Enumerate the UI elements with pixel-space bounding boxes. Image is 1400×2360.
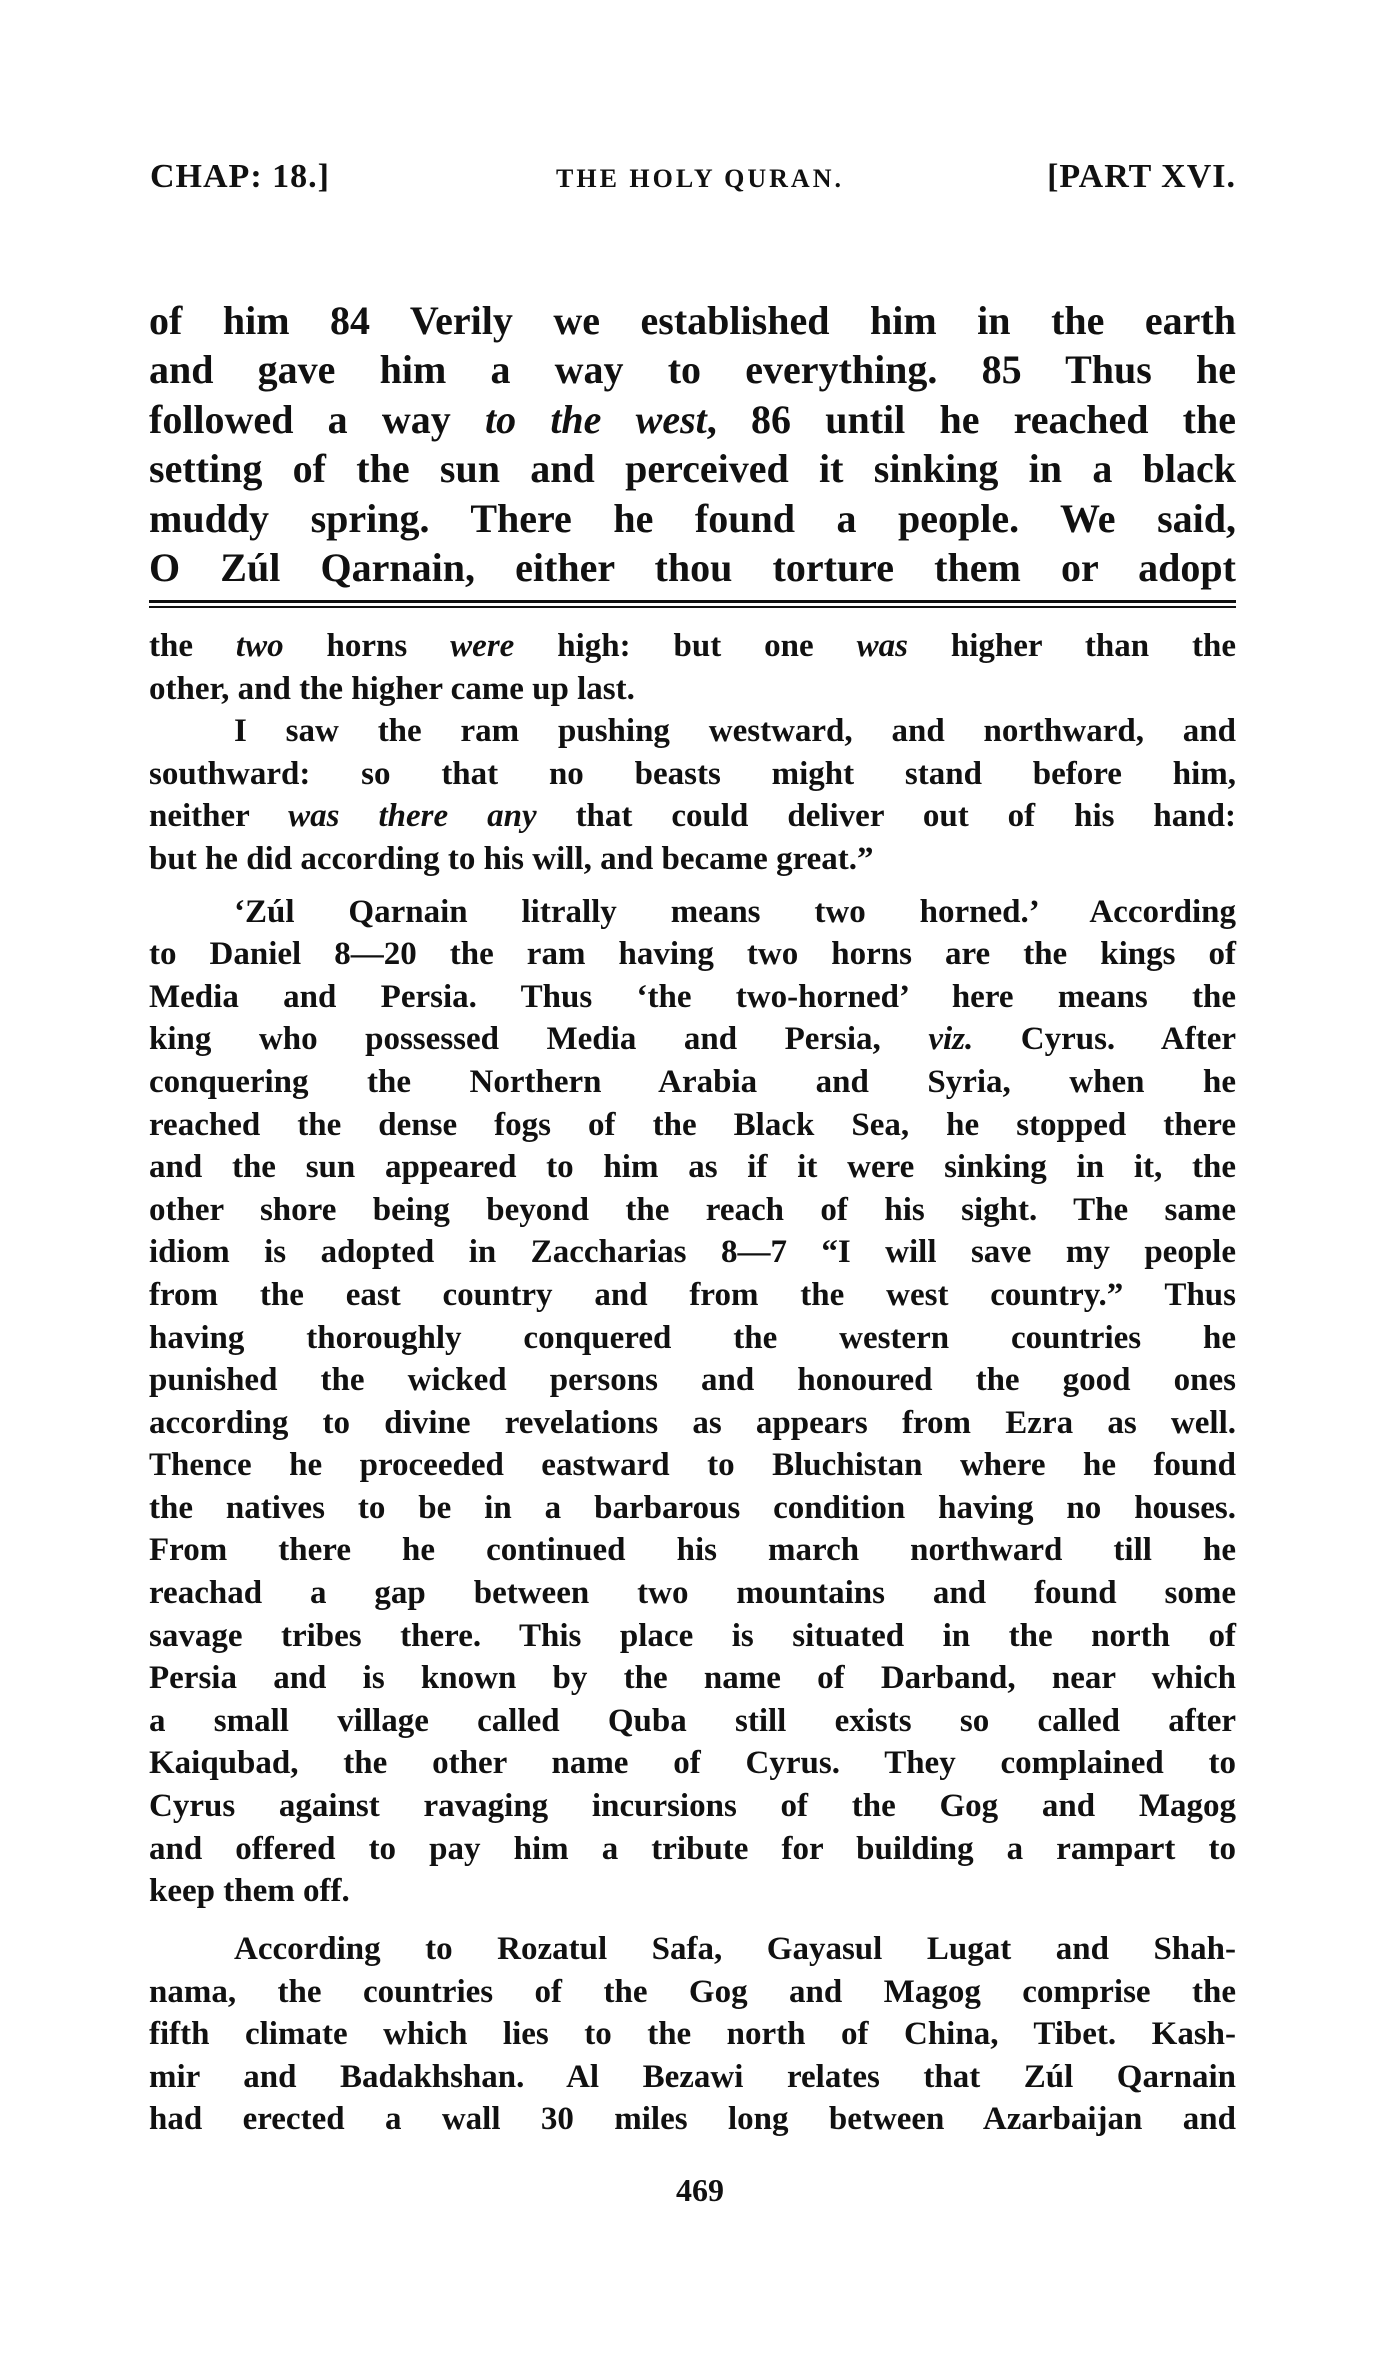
text-line (149, 1359, 1236, 1402)
page-number: 469 (676, 2172, 724, 2208)
text-segment: O Zúl Qarnain, either thou torture them or adopt (149, 545, 1236, 591)
text-segment: southward: so that no beasts might stand before him, (149, 755, 1236, 792)
text-line (149, 1870, 1236, 1913)
text-segment: to Daniel 8—20 the ram having two horns are the kings of (149, 936, 1236, 973)
text-segment: According to Rozatul Safa, Gayasul Lugat and Shah- (234, 1931, 1236, 1967)
text-segment: and offered to pay him a tribute for building a rampart to (149, 1830, 1236, 1867)
text-segment: conquering the Northern Arabia and Syria, when he (149, 1063, 1236, 1100)
text-line (149, 1700, 1236, 1743)
text-segment: Cyrus against ravaging incursions of the Gog and Magog (149, 1788, 1236, 1825)
text-segment: of him 84 Verily we established him in the earth (149, 298, 1236, 343)
text-line (149, 1828, 1236, 1871)
text-segment: I saw the ram pushing westward, and northward, and (234, 713, 1236, 750)
text-line (149, 1018, 1236, 1061)
text-segment: From there he continued his march northward till he (149, 1532, 1236, 1569)
text-segment: a small village called Quba still exists so called after (149, 1702, 1236, 1739)
text-segment: king who possessed Media and Persia, (149, 1021, 929, 1058)
running-head-part: [PART XVI. (1047, 158, 1236, 195)
text-line (149, 1444, 1236, 1487)
text-segment: nama, the countries of the Gog and Magog comprise the (149, 1973, 1236, 2010)
divider-rule (149, 600, 1236, 603)
italic-segment: two (235, 628, 284, 664)
text-line (149, 753, 1236, 796)
text-segment: Cyrus. After (973, 1021, 1236, 1058)
text-segment: Kaiqubad, the other name of Cyrus. They complained to (149, 1745, 1236, 1782)
text-segment: higher than the (907, 628, 1236, 664)
text-segment: and the sun appeared to him as if it were sinking in it, the (149, 1149, 1236, 1186)
text-segment: savage tribes there. This place is situated in the north of (149, 1617, 1236, 1654)
italic-segment: were (450, 628, 515, 664)
text-segment: punished the wicked persons and honoured the good ones (149, 1362, 1236, 1399)
text-line (149, 838, 1236, 881)
running-head-title: THE HOLY QURAN. (556, 164, 844, 193)
text-line (149, 795, 1236, 838)
text-segment: mir and Badakhshan. Al Bezawi relates that Zúl Qarnain (149, 2058, 1236, 2095)
text-line (149, 1104, 1236, 1147)
footnote-text-continued (149, 1928, 1236, 2141)
text-line (149, 1317, 1236, 1360)
text-line (149, 2098, 1236, 2141)
text-line (149, 1529, 1236, 1572)
text-line (149, 1615, 1236, 1658)
text-line (149, 1657, 1236, 1700)
italic-segment: viz. (928, 1021, 974, 1058)
running-head-chapter: CHAP: 18.] (150, 158, 330, 195)
text-segment: the natives to be in a barbarous condition having no houses. (149, 1489, 1236, 1526)
italic-segment: was there any (288, 798, 537, 835)
text-line (149, 668, 1236, 711)
text-line (149, 2013, 1236, 2056)
text-segment: ‘Zúl Qarnain litrally means two horned.’ According (234, 893, 1236, 930)
text-line (149, 933, 1236, 976)
italic-segment: was (856, 628, 908, 664)
text-line (149, 710, 1236, 753)
text-line (149, 1274, 1236, 1317)
text-segment: but he did according to his will, and became great.” (149, 840, 874, 877)
text-segment: neither (149, 798, 289, 835)
text-segment: the (149, 628, 236, 664)
text-segment: Persia and is known by the name of Darband, near which (149, 1660, 1236, 1697)
text-segment: reachad a gap between two mountains and found some (149, 1575, 1236, 1612)
text-line (149, 1146, 1236, 1189)
text-segment: had erected a wall 30 miles long between Azarbaijan and (149, 2101, 1236, 2138)
text-segment: fifth climate which lies to the north of China, Tibet. Kash- (149, 2016, 1236, 2053)
text-line (149, 891, 1236, 934)
text-line (149, 1785, 1236, 1828)
text-segment: and gave him a way to everything. 85 Thus he (149, 347, 1236, 393)
text-line (149, 296, 1236, 345)
text-segment: other shore being beyond the reach of his sight. The same (149, 1191, 1236, 1228)
text-segment: that could deliver out of his hand: (536, 798, 1236, 835)
text-line (149, 1061, 1236, 1104)
text-line (149, 1402, 1236, 1445)
text-line (149, 625, 1236, 668)
text-segment: having thoroughly conquered the western countries he (149, 1319, 1236, 1356)
text-line (149, 1572, 1236, 1615)
text-segment: Thence he proceeded eastward to Bluchistan where he found (149, 1447, 1236, 1484)
text-line (149, 1189, 1236, 1232)
text-segment: setting of the sun and perceived it sinking in a black (149, 446, 1236, 492)
text-line (149, 395, 1236, 444)
text-segment: reached the dense fogs of the Black Sea, he stopped there (149, 1106, 1236, 1143)
text-segment: high: but one (514, 628, 857, 664)
text-line (149, 345, 1236, 394)
text-segment: followed a way (149, 396, 485, 442)
text-line (149, 2056, 1236, 2099)
italic-segment: to the west (484, 396, 707, 442)
text-segment: keep them off. (149, 1873, 350, 1910)
footnote-text (149, 625, 1236, 1913)
text-segment: muddy spring. There he found a people. We said, (149, 495, 1236, 541)
text-segment: according to divine revelations as appears from Ezra as well. (149, 1404, 1236, 1441)
text-line (149, 543, 1236, 592)
text-line (149, 1971, 1236, 2014)
text-segment: other, and the higher came up last. (149, 670, 635, 707)
text-line (149, 494, 1236, 543)
text-segment: from the east country and from the west country.” Thus (149, 1276, 1236, 1313)
text-segment: idiom is adopted in Zaccharias 8—7 “I will save my people (149, 1234, 1236, 1271)
text-line (149, 1231, 1236, 1274)
text-line (149, 1742, 1236, 1785)
text-segment: , 86 until he reached the (706, 396, 1236, 442)
text-segment: horns (283, 628, 451, 664)
main-text (149, 296, 1236, 592)
text-line (149, 1928, 1236, 1971)
text-line (149, 444, 1236, 493)
text-line (149, 1487, 1236, 1530)
text-segment: Media and Persia. Thus ‘the two-horned’ here means the (149, 978, 1236, 1015)
text-line (149, 976, 1236, 1019)
divider-rule (149, 606, 1236, 608)
